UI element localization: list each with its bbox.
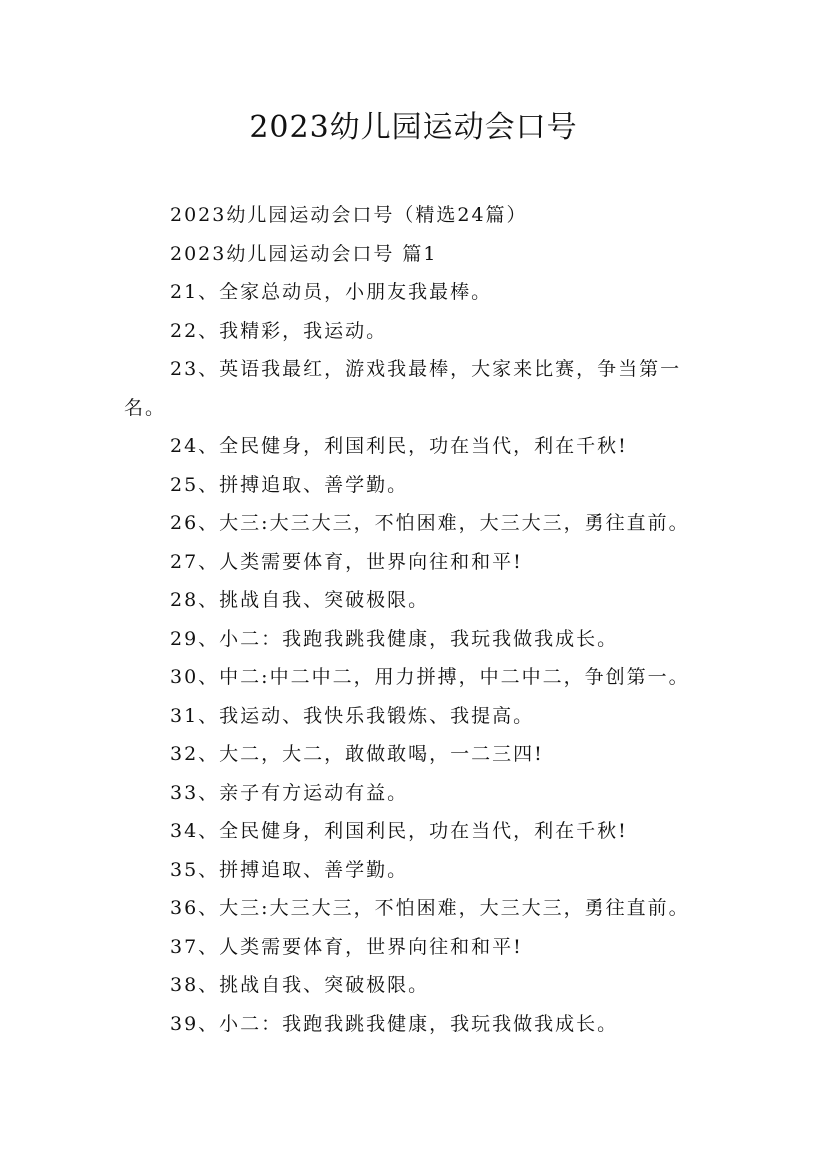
paragraph: 2023幼儿园运动会口号（精选24篇） — [170, 204, 528, 226]
paragraph: 2023幼儿园运动会口号 篇1 — [170, 242, 438, 265]
paragraph: 21、全家总动员，小朋友我最棒。 — [170, 281, 493, 303]
paragraph: 29、小二：我跑我跳我健康，我玩我做我成长。 — [170, 627, 619, 650]
paragraph: 31、我运动、我快乐我锻炼、我提高。 — [170, 704, 535, 727]
paragraph: 35、拼搏追取、善学勤。 — [170, 858, 409, 881]
paragraph: 39、小二：我跑我跳我健康，我玩我做我成长。 — [170, 1012, 619, 1035]
paragraph: 30、中二:中二中二，用力拼搏，中二中二，争创第一。 — [170, 666, 690, 688]
paragraph: 38、挑战自我、突破极限。 — [170, 974, 430, 996]
paragraph: 27、人类需要体育，世界向往和和平! — [170, 550, 523, 573]
paragraph: 25、拼搏追取、善学勤。 — [170, 473, 409, 496]
paragraph: 23、英语我最红，游戏我最棒，大家来比赛，争当第一名。 — [124, 358, 682, 419]
paragraph: 36、大三:大三大三，不怕困难，大三大三，勇往直前。 — [170, 897, 690, 919]
document-body — [124, 196, 704, 1043]
paragraph: 32、大二，大二，敢做敢喝，一二三四! — [170, 743, 544, 765]
paragraph: 22、我精彩，我运动。 — [170, 319, 388, 342]
paragraph: 34、全民健身，利国利民，功在当代，利在千秋! — [170, 820, 628, 842]
paragraph: 33、亲子有方运动有益。 — [170, 781, 409, 804]
paragraph: 26、大三:大三大三，不怕困难，大三大三，勇往直前。 — [170, 512, 690, 534]
paragraph: 37、人类需要体育，世界向往和和平! — [170, 935, 523, 958]
document-title: 2023幼儿园运动会口号 — [249, 110, 578, 145]
paragraph: 24、全民健身，利国利民，功在当代，利在千秋! — [170, 435, 628, 457]
paragraph: 28、挑战自我、突破极限。 — [170, 589, 430, 611]
